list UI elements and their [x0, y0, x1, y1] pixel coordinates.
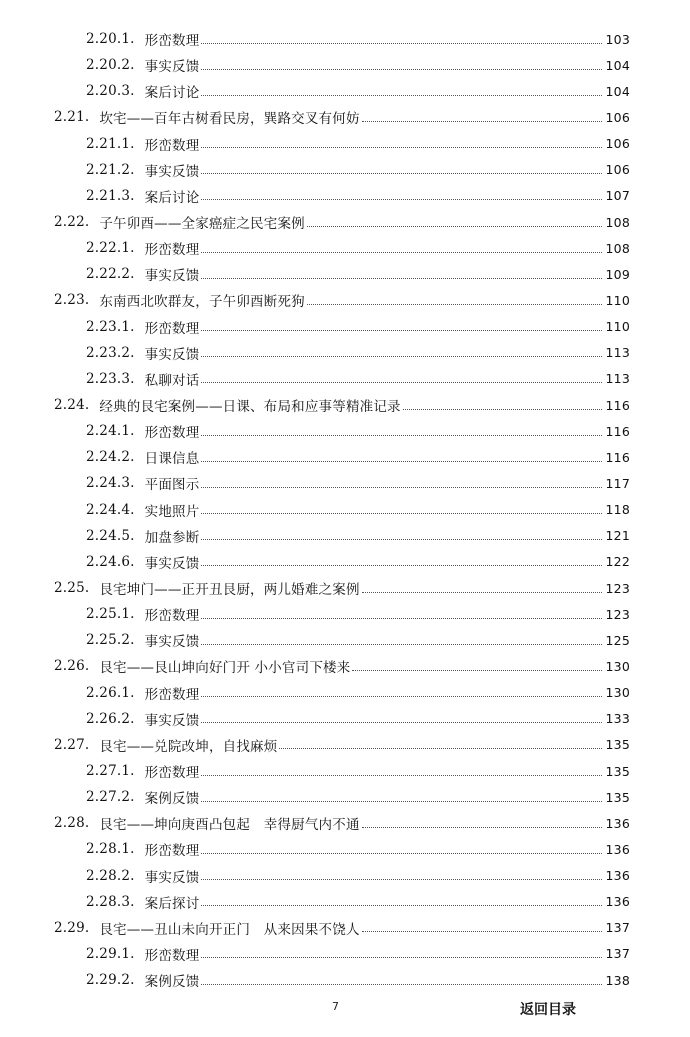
toc-entry-number: 2.29.1. — [86, 945, 135, 962]
toc-entry-number: 2.21.3. — [86, 187, 135, 204]
toc-subsection-entry[interactable] — [0, 340, 690, 366]
toc-dot-leader — [201, 618, 602, 619]
toc-entry-page: 122 — [605, 554, 630, 570]
toc-dot-leader — [362, 931, 602, 932]
toc-entry-page: 138 — [605, 972, 630, 988]
toc-entry-title: 平面图示 — [144, 477, 200, 494]
toc-entry-title: 形峦数理 — [144, 947, 200, 964]
toc-entry-number: 2.29. — [54, 919, 90, 936]
toc-entry-number: 2.23.2. — [86, 344, 135, 361]
toc-dot-leader — [201, 95, 602, 96]
toc-entry-number: 2.29.2. — [86, 972, 135, 989]
toc-entry-title: 加盘参断 — [144, 529, 200, 546]
toc-dot-leader — [201, 382, 602, 383]
toc-entry-number: 2.22.2. — [86, 266, 135, 283]
toc-entry-page: 133 — [605, 711, 630, 727]
toc-entry-number: 2.26.2. — [86, 710, 135, 727]
toc-entry-page: 136 — [605, 894, 630, 910]
table-of-contents — [0, 26, 690, 993]
toc-entry-title: 事实反馈 — [144, 555, 200, 572]
toc-entry-title: 坎宅——百年古树看民房，巽路交叉有何妨 — [99, 111, 360, 128]
toc-entry-title: 形峦数理 — [144, 137, 200, 154]
toc-entry-page: 137 — [605, 920, 630, 936]
toc-dot-leader — [201, 199, 602, 200]
toc-section-entry[interactable] — [0, 732, 690, 758]
toc-entry-title: 实地照片 — [144, 503, 200, 520]
toc-entry-title: 案后探讨 — [144, 895, 200, 912]
toc-dot-leader — [201, 775, 602, 776]
toc-subsection-entry[interactable] — [0, 941, 690, 967]
toc-entry-number: 2.24.3. — [86, 475, 135, 492]
toc-dot-leader — [201, 173, 602, 174]
toc-entry-page: 123 — [605, 580, 630, 596]
toc-entry-page: 116 — [605, 449, 630, 465]
toc-entry-number: 2.24.2. — [86, 449, 135, 466]
toc-subsection-entry[interactable] — [0, 418, 690, 444]
toc-entry-title: 事实反馈 — [144, 634, 200, 651]
toc-entry-number: 2.23. — [54, 292, 90, 309]
toc-entry-page: 106 — [605, 162, 630, 178]
toc-subsection-entry[interactable] — [0, 549, 690, 575]
toc-subsection-entry[interactable] — [0, 706, 690, 732]
toc-dot-leader — [201, 435, 602, 436]
toc-entry-page: 118 — [605, 502, 630, 518]
toc-entry-title: 形峦数理 — [144, 33, 200, 50]
toc-entry-page: 106 — [605, 136, 630, 152]
toc-entry-title: 形峦数理 — [144, 608, 200, 625]
toc-dot-leader — [362, 121, 602, 122]
toc-entry-title: 形峦数理 — [144, 686, 200, 703]
toc-dot-leader — [201, 853, 602, 854]
toc-subsection-entry[interactable] — [0, 444, 690, 470]
toc-dot-leader — [307, 226, 602, 227]
toc-subsection-entry[interactable] — [0, 78, 690, 104]
toc-entry-number: 2.21.2. — [86, 161, 135, 178]
toc-dot-leader — [201, 539, 602, 540]
toc-entry-title: 事实反馈 — [144, 268, 200, 285]
toc-dot-leader — [201, 565, 602, 566]
toc-entry-title: 经典的艮宅案例——日课、布局和应事等精准记录 — [99, 399, 401, 416]
toc-entry-number: 2.24.6. — [86, 553, 135, 570]
toc-entry-title: 形峦数理 — [144, 843, 200, 860]
toc-entry-page: 117 — [605, 475, 630, 491]
toc-entry-page: 123 — [605, 606, 630, 622]
toc-subsection-entry[interactable] — [0, 314, 690, 340]
toc-section-entry[interactable] — [0, 915, 690, 941]
toc-dot-leader — [201, 356, 602, 357]
toc-entry-page: 135 — [605, 763, 630, 779]
toc-entry-page: 136 — [605, 841, 630, 857]
toc-entry-page: 135 — [605, 789, 630, 805]
toc-entry-number: 2.27.1. — [86, 763, 135, 779]
toc-subsection-entry[interactable] — [0, 157, 690, 183]
toc-entry-page: 103 — [605, 31, 630, 47]
toc-subsection-entry[interactable] — [0, 601, 690, 627]
toc-entry-number: 2.23.1. — [86, 318, 135, 335]
toc-dot-leader — [201, 330, 602, 331]
toc-dot-leader — [279, 748, 602, 749]
toc-entry-title: 形峦数理 — [144, 320, 200, 337]
toc-subsection-entry[interactable] — [0, 836, 690, 862]
toc-entry-title: 日课信息 — [144, 451, 200, 468]
toc-entry-title: 形峦数理 — [144, 425, 200, 442]
toc-dot-leader — [201, 43, 602, 44]
toc-entry-number: 2.25. — [54, 580, 90, 597]
toc-entry-page: 107 — [605, 188, 630, 204]
toc-entry-title: 事实反馈 — [144, 712, 200, 729]
toc-dot-leader — [307, 304, 602, 305]
toc-entry-number: 2.20.2. — [86, 57, 135, 74]
toc-dot-leader — [201, 278, 602, 279]
toc-entry-title: 案后讨论 — [144, 189, 200, 206]
toc-dot-leader — [201, 69, 602, 70]
toc-subsection-entry[interactable] — [0, 758, 690, 784]
toc-entry-page: 104 — [605, 83, 630, 99]
toc-entry-number: 2.25.2. — [86, 632, 135, 649]
toc-subsection-entry[interactable] — [0, 784, 690, 810]
toc-entry-page: 110 — [605, 292, 630, 308]
toc-entry-number: 2.21.1. — [86, 135, 135, 152]
toc-entry-page: 109 — [605, 266, 630, 282]
toc-dot-leader — [362, 827, 602, 828]
toc-entry-number: 2.24.4. — [86, 501, 135, 518]
toc-entry-number: 2.24.1. — [86, 423, 135, 440]
toc-dot-leader — [201, 513, 602, 514]
toc-entry-title: 形峦数理 — [144, 242, 200, 259]
toc-entry-number: 2.23.3. — [86, 370, 135, 387]
toc-dot-leader — [201, 984, 602, 985]
toc-entry-number: 2.24. — [54, 397, 90, 414]
toc-dot-leader — [362, 592, 602, 593]
toc-entry-title: 子午卯酉——全家癌症之民宅案例 — [99, 216, 305, 233]
toc-entry-page: 121 — [605, 528, 630, 544]
toc-entry-number: 2.28.3. — [86, 893, 135, 910]
toc-entry-page: 137 — [605, 946, 630, 962]
toc-entry-number: 2.20.1. — [86, 31, 135, 48]
toc-entry-page: 130 — [605, 685, 630, 701]
back-to-toc-link[interactable]: 返回目录 — [520, 1002, 576, 1018]
toc-entry-number: 2.28.2. — [86, 867, 135, 884]
toc-entry-title: 艮宅——兑院改坤，自找麻烦 — [99, 738, 278, 755]
toc-entry-number: 2.24.5. — [86, 527, 135, 544]
toc-entry-title: 艮宅——丑山未向开正门 从来因果不饶人 — [99, 921, 360, 938]
toc-entry-title: 艮宅坤门——正开丑艮厨，两儿婚难之案例 — [99, 582, 360, 599]
toc-entry-title: 形峦数理 — [144, 765, 200, 781]
toc-entry-page: 110 — [605, 319, 630, 335]
toc-entry-title: 艮宅——坤向庚酉凸包起 幸得厨气内不通 — [99, 817, 360, 834]
toc-subsection-entry[interactable] — [0, 261, 690, 287]
toc-section-entry[interactable] — [0, 575, 690, 601]
toc-dot-leader — [201, 644, 602, 645]
toc-entry-number: 2.28. — [54, 815, 90, 832]
toc-dot-leader — [201, 722, 602, 723]
toc-dot-leader — [201, 879, 602, 880]
toc-entry-number: 2.25.1. — [86, 606, 135, 623]
toc-dot-leader — [201, 957, 602, 958]
toc-dot-leader — [201, 801, 602, 802]
toc-entry-page: 135 — [605, 737, 630, 753]
toc-subsection-entry[interactable] — [0, 863, 690, 889]
toc-entry-page: 108 — [605, 240, 630, 256]
toc-entry-title: 东南西北吹群友，子午卯酉断死狗 — [99, 294, 305, 311]
toc-entry-title: 私聊对话 — [144, 372, 200, 389]
toc-subsection-entry[interactable] — [0, 183, 690, 209]
toc-subsection-entry[interactable] — [0, 680, 690, 706]
toc-section-entry[interactable] — [0, 810, 690, 836]
toc-entry-page: 116 — [605, 423, 630, 439]
toc-entry-page: 113 — [605, 371, 630, 387]
toc-entry-page: 130 — [605, 658, 630, 674]
toc-subsection-entry[interactable] — [0, 235, 690, 261]
toc-subsection-entry[interactable] — [0, 889, 690, 915]
toc-section-entry[interactable] — [0, 653, 690, 679]
toc-subsection-entry[interactable] — [0, 470, 690, 496]
toc-entry-number: 2.22.1. — [86, 240, 135, 257]
toc-subsection-entry[interactable] — [0, 523, 690, 549]
toc-entry-number: 2.26.1. — [86, 684, 135, 701]
toc-section-entry[interactable] — [0, 392, 690, 418]
toc-entry-number: 2.22. — [54, 214, 90, 231]
toc-entry-page: 104 — [605, 57, 630, 73]
footer-page-number: 7 — [332, 1000, 339, 1013]
toc-entry-title: 案后讨论 — [144, 85, 200, 102]
toc-entry-title: 案例反馈 — [144, 974, 200, 991]
toc-subsection-entry[interactable] — [0, 26, 690, 52]
toc-dot-leader — [352, 670, 602, 671]
toc-entry-page: 108 — [605, 214, 630, 230]
toc-entry-page: 136 — [605, 815, 630, 831]
toc-entry-page: 116 — [605, 397, 630, 413]
toc-entry-title: 事实反馈 — [144, 869, 200, 886]
toc-entry-page: 113 — [605, 345, 630, 361]
toc-entry-title: 事实反馈 — [144, 59, 200, 76]
toc-dot-leader — [201, 696, 602, 697]
toc-entry-page: 125 — [605, 632, 630, 648]
toc-entry-number: 2.27. — [54, 736, 90, 753]
toc-dot-leader — [201, 461, 602, 462]
toc-subsection-entry[interactable] — [0, 52, 690, 78]
toc-dot-leader — [201, 252, 602, 253]
toc-section-entry[interactable] — [0, 209, 690, 235]
toc-dot-leader — [201, 147, 602, 148]
toc-entry-title: 艮宅——艮山坤向好门开 小小官司下楼来 — [99, 660, 351, 677]
toc-entry-title: 事实反馈 — [144, 346, 200, 363]
toc-entry-page: 136 — [605, 868, 630, 884]
toc-entry-number: 2.28.1. — [86, 841, 135, 858]
toc-subsection-entry[interactable] — [0, 627, 690, 653]
toc-entry-number: 2.26. — [54, 658, 90, 675]
toc-entry-title: 案例反馈 — [144, 791, 200, 808]
toc-subsection-entry[interactable] — [0, 967, 690, 993]
toc-section-entry[interactable] — [0, 104, 690, 130]
toc-entry-number: 2.21. — [54, 109, 90, 126]
toc-subsection-entry[interactable] — [0, 497, 690, 523]
toc-entry-title: 事实反馈 — [144, 163, 200, 180]
toc-entry-number: 2.20.3. — [86, 83, 135, 100]
toc-section-entry[interactable] — [0, 287, 690, 313]
toc-subsection-entry[interactable] — [0, 131, 690, 157]
toc-subsection-entry[interactable] — [0, 366, 690, 392]
toc-dot-leader — [201, 487, 602, 488]
toc-entry-page: 106 — [605, 109, 630, 125]
toc-dot-leader — [403, 409, 602, 410]
toc-dot-leader — [201, 905, 602, 906]
toc-entry-number: 2.27.2. — [86, 789, 135, 806]
